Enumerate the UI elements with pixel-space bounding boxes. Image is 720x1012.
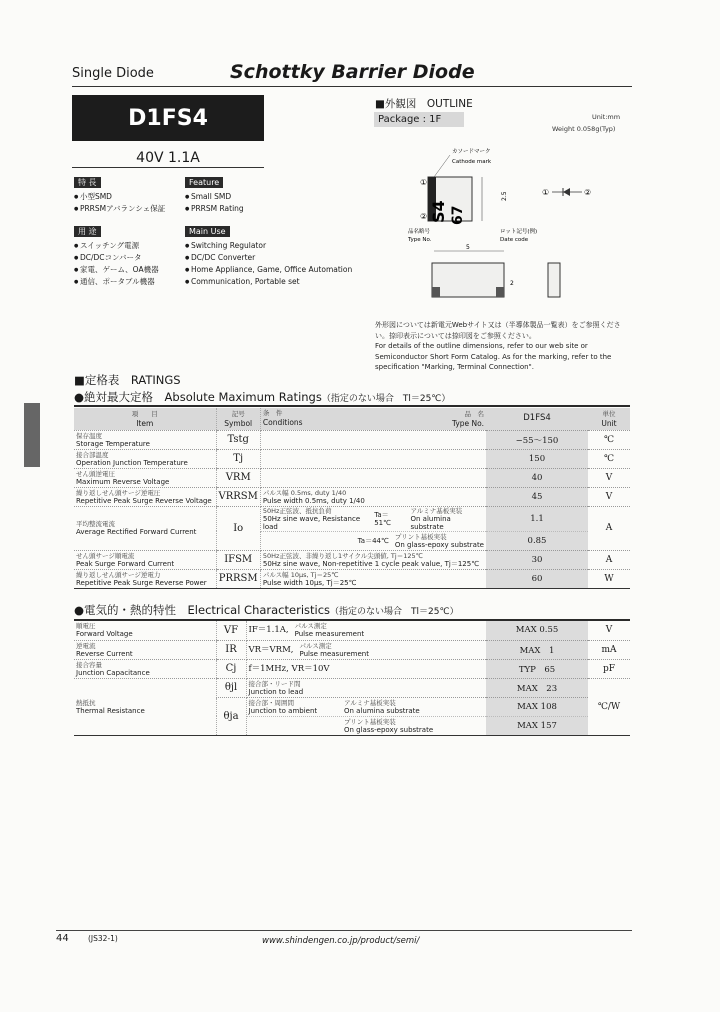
abs-max-title (74, 389, 450, 405)
row-item (74, 550, 216, 569)
cathode-jp: カソードマーク (452, 149, 491, 155)
section-rule (74, 405, 630, 407)
table-row (74, 659, 630, 678)
row-condition (260, 487, 486, 506)
row-symbol: PRRSM (216, 569, 260, 588)
list-item: ● スイッチング電源 (74, 240, 159, 252)
list-item: ● 家電、ゲーム、OA機器 (74, 264, 159, 276)
row-item-jp: 熱抵抗 (76, 698, 96, 707)
table-row (74, 430, 630, 449)
row-item (74, 506, 216, 550)
item-header-jp: 項 目 (131, 409, 158, 418)
list-item: ● Small SMD (185, 191, 244, 203)
row-unit: V (588, 468, 630, 487)
pin2-label: ② (420, 212, 428, 221)
marking-type: S4 (429, 200, 448, 223)
row-item (74, 659, 216, 678)
abs-max-condition: （指定のない場合 Tl＝25℃） (321, 394, 451, 404)
list-item: ● DC/DCコンバータ (74, 252, 159, 264)
row-condition-jp: パルス幅 10μs, Tj＝25℃ (262, 570, 339, 579)
side-tab (24, 403, 40, 467)
row-condition-jp: 50Hz正弦波、非繰り返し1サイクル尖頭値, Tj＝125℃ (262, 551, 423, 560)
row-symbol: IFSM (216, 550, 260, 569)
condition-sub (358, 533, 484, 549)
row-item-jp: 繰り返しせん頭サージ逆電圧 (76, 488, 161, 497)
row-condition (260, 430, 486, 449)
condition-split (249, 699, 485, 715)
row-item-en: Repetitive Peak Surge Reverse Power (76, 578, 207, 587)
row-unit: W (588, 569, 630, 588)
row-condition (246, 716, 486, 735)
substrate-jp: プリント基板実装 (344, 717, 396, 726)
row-symbol: VRRSM (216, 487, 260, 506)
row-item (74, 621, 216, 640)
item-header (74, 408, 216, 430)
row-symbol: Tstg (216, 430, 260, 449)
row-condition-en: 50Hz sine wave, Non-repetitive 1 cycle peak value, Tj＝125℃ (262, 559, 480, 568)
row-condition (260, 468, 486, 487)
abs-max-table (74, 408, 630, 589)
row-item-jp: 接合部温度 (76, 450, 109, 459)
row-symbol: Tj (216, 449, 260, 468)
row-condition-en: Pulse measurement (299, 649, 369, 658)
row-item-jp: 順電圧 (76, 622, 96, 631)
row-unit: mA (588, 640, 630, 659)
row-item (74, 640, 216, 659)
feature-en-list (185, 191, 244, 215)
row-condition (260, 506, 486, 531)
row-item-en: Maximum Reverse Voltage (76, 477, 170, 486)
row-item-en: Operation Junction Temperature (76, 458, 188, 467)
table-row (74, 449, 630, 468)
symbol-pin1: ① (542, 188, 550, 197)
row-value: 1.1 (486, 506, 588, 531)
substrate-en: On glass-epoxy substrate (394, 540, 484, 549)
row-value: MAX 108 (486, 697, 588, 716)
condition-split (263, 507, 484, 531)
row-unit: A (588, 506, 630, 550)
ambient-temp: Ta＝44℃ (357, 536, 389, 545)
condition-main (263, 507, 374, 531)
list-item: ● PRRSM Rating (185, 203, 244, 215)
pin1-label: ① (420, 178, 428, 187)
list-item: ● Switching Regulator (185, 240, 352, 252)
row-value: TYP 65 (486, 659, 588, 678)
row-value: MAX 0.55 (486, 621, 588, 640)
terminal-left (432, 287, 440, 297)
outline-unit: Unit:mm (592, 113, 621, 121)
row-item (74, 430, 216, 449)
terminal-right (496, 287, 504, 297)
substrate-jp: プリント基板実装 (394, 532, 447, 541)
unit-header-jp: 単位 (602, 409, 616, 418)
row-item (74, 468, 216, 487)
row-value: MAX 157 (486, 716, 588, 735)
outline-title: ■外観図 OUTLINE (375, 98, 473, 110)
table-row (74, 506, 630, 531)
row-symbol: Io (216, 506, 260, 550)
condition-main (249, 699, 318, 715)
row-item-jp: 繰り返しせん頭サージ逆電力 (76, 570, 161, 579)
row-symbol: IR (216, 640, 246, 659)
row-value: 60 (486, 569, 588, 588)
row-condition-jp: 50Hz正弦波、抵抗負荷 (262, 506, 332, 515)
electrical-table (74, 621, 630, 736)
row-item-en: Peak Surge Forward Current (76, 559, 175, 568)
row-item-jp: 平均整流電流 (76, 520, 115, 528)
unit-header (588, 408, 630, 430)
table-row (74, 468, 630, 487)
row-symbol: VRM (216, 468, 260, 487)
row-condition-jp: パルス測定 (294, 622, 327, 631)
date-jp: ロット記号(例) (500, 229, 538, 235)
list-item: ● Communication, Portable set (185, 276, 352, 288)
row-condition: f＝1MHz, VR＝10V (246, 659, 486, 678)
substrate-en: On alumina substrate (344, 706, 420, 715)
list-item: ● 通信、ポータブル機器 (74, 276, 159, 288)
table-row (74, 569, 630, 588)
substrate-en: On glass-epoxy substrate (344, 725, 434, 734)
row-item-jp: 逆電流 (76, 641, 96, 650)
row-condition (246, 697, 486, 716)
row-unit: ℃/W (588, 678, 630, 735)
substrate-jp: アルミナ基板実装 (344, 698, 396, 707)
row-condition (260, 569, 486, 588)
symbol-pin2: ② (584, 188, 592, 197)
condition-value: VR＝VRM, (248, 644, 294, 655)
abs-max-title-text: ●絶対最大定格 Absolute Maximum Ratings (74, 390, 322, 404)
item-header-en: Item (136, 418, 154, 428)
row-condition-en: Junction to ambient (248, 706, 318, 715)
row-value: −55～150 (486, 430, 588, 449)
row-unit: pF (588, 659, 630, 678)
row-symbol: θjl (216, 678, 246, 697)
row-symbol: Cj (216, 659, 246, 678)
substrate-en: On alumina substrate (410, 514, 451, 531)
row-condition (260, 550, 486, 569)
row-condition-jp: パルス測定 (299, 641, 332, 650)
condition-sub (344, 699, 484, 715)
row-condition-en: Junction to lead (248, 687, 304, 696)
type-no-header (452, 410, 484, 428)
row-item-en: Forward Voltage (76, 630, 133, 639)
row-item-en: Repetitive Peak Surge Reverse Voltage (76, 496, 212, 505)
outline-note-en: For details of the outline dimensions, refer to our web site or Semiconductor Short Form Catalog. As for the marking, refer to the specification "Marking, Terminal Connection". (375, 342, 612, 371)
conditions-header-en: Conditions (262, 418, 303, 428)
package-end-view (548, 263, 560, 297)
row-condition (246, 621, 486, 640)
list-item: ● Home Appliance, Game, Office Automation (185, 264, 352, 276)
row-value: MAX 1 (486, 640, 588, 659)
electrical-title-text: ●電気的・熱的特性 Electrical Characteristics (74, 603, 331, 617)
footer-divider (56, 930, 632, 931)
row-item (74, 569, 216, 588)
row-condition-en: 50Hz sine wave, Resistance load (262, 514, 361, 531)
row-condition-jp: パルス幅 0.5ms, duty 1/40 (262, 488, 347, 497)
ratings-section-title: ■定格表 RATINGS (74, 373, 181, 387)
type-en: Type No. (408, 237, 432, 243)
use-en-tag: Main Use (185, 226, 230, 237)
row-condition-jp: 接合部・リード間 (248, 679, 301, 688)
row-item-en: Average Rectified Forward Current (76, 528, 197, 536)
row-value: 45 (486, 487, 588, 506)
row-item-jp: 保存温度 (76, 431, 102, 440)
row-condition (260, 531, 486, 550)
row-condition-jp: 接合部・周囲間 (248, 698, 294, 707)
row-value: 0.85 (486, 531, 588, 550)
dimension-label: 2.5 (501, 191, 508, 201)
package-side-view (432, 263, 504, 297)
row-item (74, 449, 216, 468)
row-symbol: θja (216, 697, 246, 735)
type-no-header-jp: 品 名 (464, 410, 484, 419)
unit-header-en: Unit (601, 418, 617, 428)
feature-jp-tag: 特 長 (74, 177, 101, 188)
row-condition (260, 449, 486, 468)
row-condition (246, 678, 486, 697)
electrical-title (74, 602, 459, 618)
row-unit: ℃ (588, 449, 630, 468)
row-value: MAX 23 (486, 678, 588, 697)
type-no-header-en: Type No. (451, 419, 484, 429)
row-value: 150 (486, 449, 588, 468)
use-jp-tag: 用 途 (74, 226, 101, 237)
header-divider (72, 86, 632, 87)
row-symbol: VF (216, 621, 246, 640)
row-item (74, 678, 216, 735)
row-condition-en: Pulse width 10μs, Tj＝25℃ (262, 578, 357, 587)
table-header (74, 408, 630, 430)
table-row (74, 621, 630, 640)
page-number: 44 (56, 933, 69, 944)
condition-sub (374, 507, 484, 531)
dimension-label: 5 (466, 244, 470, 251)
outline-weight: Weight 0.058g(Typ) (552, 125, 616, 133)
part-number-box: D1FS4 (72, 95, 264, 141)
conditions-header (260, 408, 486, 430)
feature-en-tag: Feature (185, 177, 223, 188)
row-condition-en: Pulse width 0.5ms, duty 1/40 (262, 496, 365, 505)
outline-drawing (372, 135, 632, 315)
document-code: (JS32-1) (88, 934, 118, 943)
table-row (74, 678, 630, 697)
conditions-header-jp: 条 件 (262, 409, 283, 418)
row-condition-en: Pulse measurement (294, 630, 365, 639)
use-en-list (185, 240, 352, 288)
row-unit: ℃ (588, 430, 630, 449)
date-en: Date code (500, 237, 529, 243)
electrical-condition: （指定のない場合 Tl＝25℃） (330, 607, 459, 617)
part-header: D1FS4 (486, 408, 588, 430)
list-item: ● 小型SMD (74, 191, 165, 203)
list-item: ● DC/DC Converter (185, 252, 352, 264)
category-label: Single Diode (72, 66, 154, 81)
row-item-en: Storage Temperature (76, 439, 150, 448)
row-item-en: Thermal Resistance (76, 706, 145, 715)
table-row (74, 550, 630, 569)
outline-note-jp: 外形図については新電元Webサイト又は（半導体製品一覧表）をご参照ください。捺印表示については捺印図をご参照ください。 (375, 321, 621, 340)
type-jp: 品名略号 (408, 229, 431, 235)
condition-value: IF＝1.1A, (248, 625, 289, 636)
symbol-header-jp: 記号 (231, 409, 245, 418)
rating-divider (72, 167, 264, 168)
row-unit: A (588, 550, 630, 569)
dimension-label: 2 (510, 280, 514, 287)
cathode-en: Cathode mark (452, 159, 492, 165)
row-value: 30 (486, 550, 588, 569)
row-value: 40 (486, 468, 588, 487)
ambient-temp: Ta＝51℃ (374, 510, 391, 527)
use-jp-list (74, 240, 159, 288)
product-family-title: Schottky Barrier Diode (230, 61, 475, 83)
table-row (74, 487, 630, 506)
row-item-en: Reverse Current (76, 649, 133, 658)
symbol-header (216, 408, 260, 430)
row-item-jp: 接合容量 (76, 660, 102, 669)
diode-symbol-icon (563, 188, 570, 196)
condition-sub (344, 718, 484, 734)
package-label: Package : 1F (374, 112, 464, 127)
footer-url[interactable]: www.shindengen.co.jp/product/semi/ (262, 936, 420, 946)
feature-jp-list (74, 191, 165, 215)
row-unit: V (588, 487, 630, 506)
part-rating: 40V 1.1A (136, 150, 200, 166)
symbol-header-en: Symbol (224, 418, 253, 428)
row-unit: V (588, 621, 630, 640)
row-item (74, 487, 216, 506)
substrate-jp: アルミナ基板実装 (410, 506, 463, 515)
table-row (74, 640, 630, 659)
cathode-leader (434, 155, 450, 177)
row-item-jp: せん頭逆電圧 (76, 469, 115, 478)
marking-date: 67 (450, 205, 466, 225)
row-item-jp: せん頭サージ順電流 (76, 551, 135, 560)
row-item-en: Junction Capacitance (76, 668, 150, 677)
row-condition (246, 640, 486, 659)
list-item: ● PRRSMアバランシェ保証 (74, 203, 165, 215)
